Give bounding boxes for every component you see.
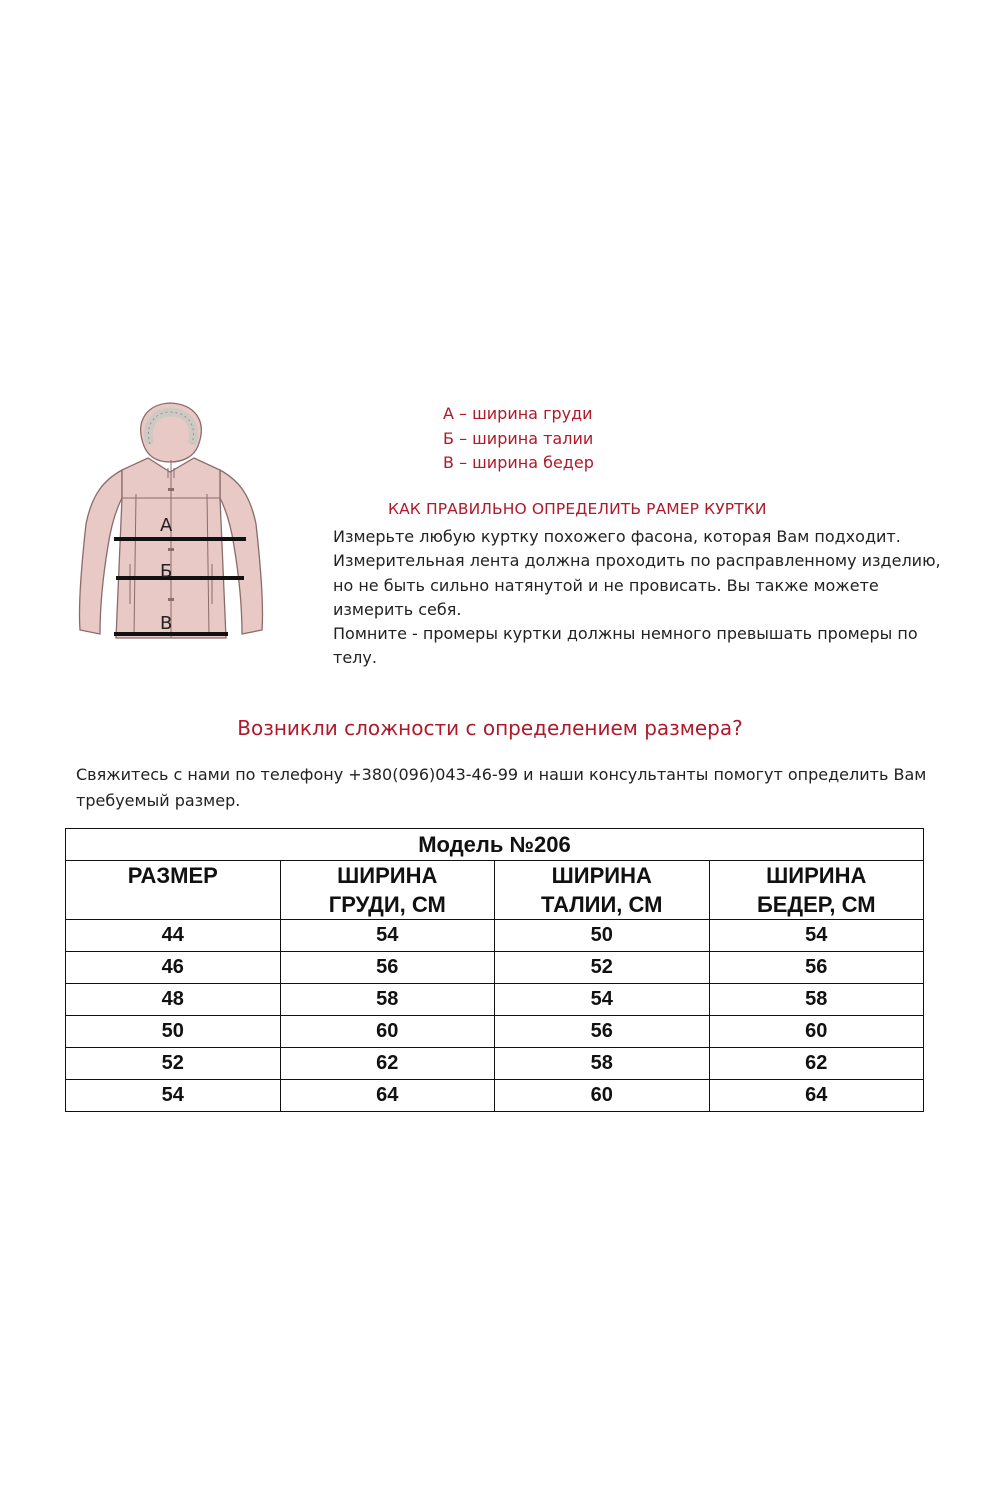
- table-row: [66, 984, 924, 1016]
- howto-instructions: [333, 525, 943, 671]
- howto-title: КАК ПРАВИЛЬНО ОПРЕДЕЛИТЬ РАМЕР КУРТКИ: [388, 500, 767, 518]
- table-header-row: [66, 861, 924, 920]
- table-row: [66, 920, 924, 952]
- waist-cell: 52: [495, 952, 710, 984]
- chest-cell: 60: [280, 1016, 495, 1048]
- waist-cell: 54: [495, 984, 710, 1016]
- waist-cell: 56: [495, 1016, 710, 1048]
- help-heading: Возникли сложности с определением размера?: [237, 716, 743, 740]
- chest-cell: 62: [280, 1048, 495, 1080]
- table-row: [66, 1048, 924, 1080]
- chest-cell: 64: [280, 1080, 495, 1112]
- letter-a: А: [160, 515, 173, 536]
- letter-b: Б: [160, 561, 173, 582]
- size-cell: 48: [66, 984, 281, 1016]
- waist-cell: 58: [495, 1048, 710, 1080]
- chest-cell: 56: [280, 952, 495, 984]
- size-cell: 50: [66, 1016, 281, 1048]
- header-chest: ШИРИНА ГРУДИ, СМ: [280, 861, 495, 920]
- legend-item-chest: А – ширина груди: [443, 404, 593, 423]
- legend-item-hips: В – ширина бедер: [443, 453, 594, 472]
- hips-cell: 58: [709, 984, 924, 1016]
- jacket-diagram: [70, 398, 270, 648]
- size-table: [65, 828, 924, 1112]
- hips-cell: 54: [709, 920, 924, 952]
- hips-cell: 56: [709, 952, 924, 984]
- size-cell: 44: [66, 920, 281, 952]
- chest-cell: 54: [280, 920, 495, 952]
- table-row: [66, 952, 924, 984]
- header-hips: ШИРИНА БЕДЕР, СМ: [709, 861, 924, 920]
- table-row: [66, 1016, 924, 1048]
- contact-text: Свяжитесь с нами по телефону +380(096)043-46-99 и наши консультанты помогут определить Вам требуемый размер.: [76, 765, 927, 810]
- size-cell: 46: [66, 952, 281, 984]
- size-cell: 52: [66, 1048, 281, 1080]
- hips-cell: 60: [709, 1016, 924, 1048]
- hips-cell: 62: [709, 1048, 924, 1080]
- letter-v: В: [160, 613, 173, 634]
- table-row: [66, 1080, 924, 1112]
- size-cell: 54: [66, 1080, 281, 1112]
- chest-cell: 58: [280, 984, 495, 1016]
- legend-item-waist: Б – ширина талии: [443, 428, 594, 448]
- waist-cell: 50: [495, 920, 710, 952]
- measurement-legend: [443, 402, 594, 476]
- header-size: РАЗМЕР: [66, 861, 281, 920]
- header-waist: ШИРИНА ТАЛИИ, СМ: [495, 861, 710, 920]
- waist-cell: 60: [495, 1080, 710, 1112]
- hips-cell: 64: [709, 1080, 924, 1112]
- howto-paragraph: Измерьте любую куртку похожего фасона, которая Вам подходит. Измерительная лента должна проходить по расправленному изделию, но не быть сильно натянутой и не провисать. Вы также можете измерить себя.: [333, 527, 941, 619]
- table-title: Модель №206: [66, 829, 924, 861]
- howto-reminder: Помните - промеры куртки должны немного превышать промеры по телу.: [333, 624, 918, 668]
